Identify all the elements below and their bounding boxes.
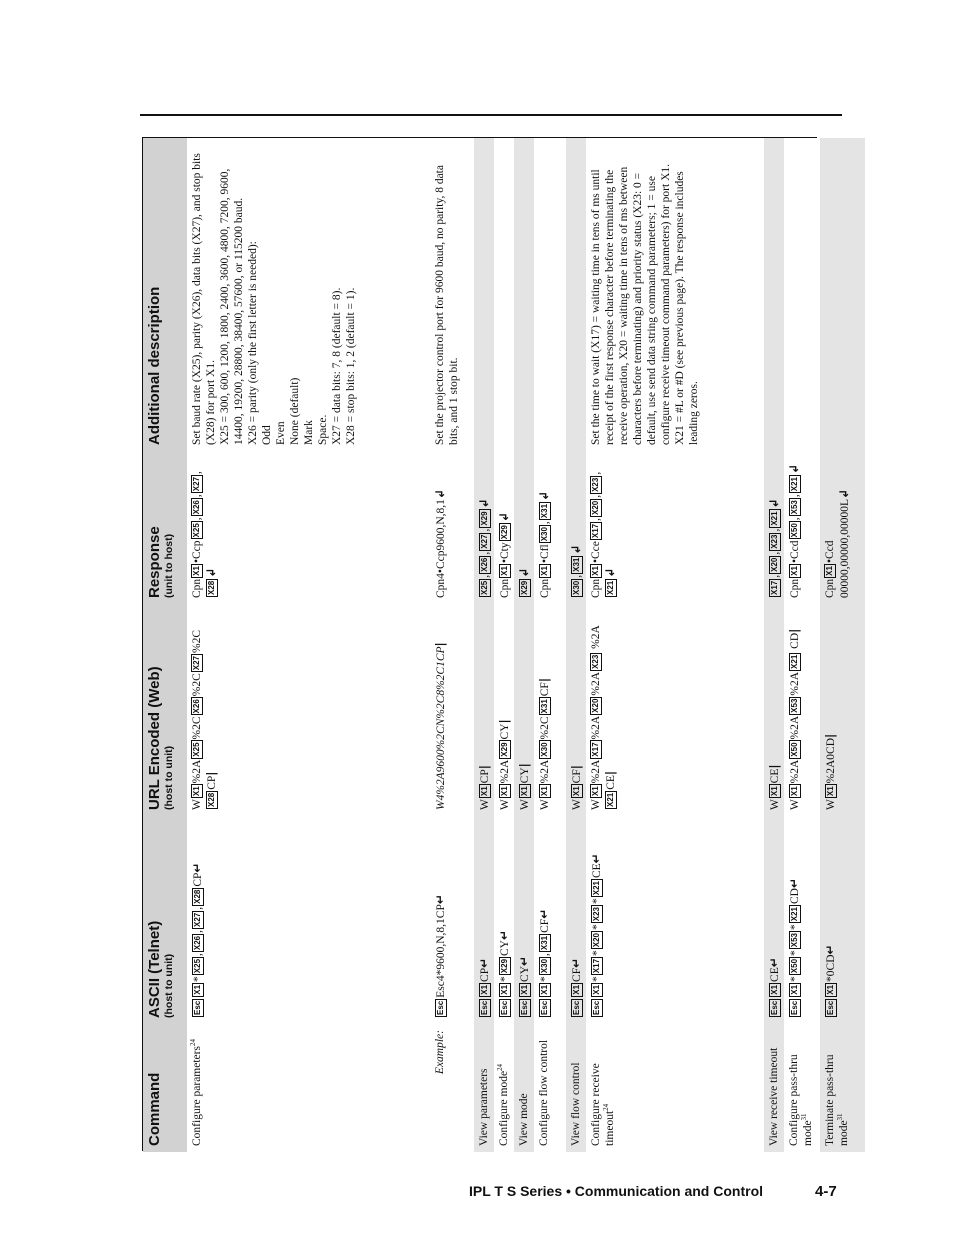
resp-configure-parameters: CpnX1•CcpX25,X26,X27,X28↲ [187,451,430,604]
url-view-flow: WX1CF| [566,604,586,816]
page-number: 4-7 [815,1183,837,1200]
url-configure-mode: WX1%2AX29CY| [494,604,514,816]
url-terminate-passthru: WX1%2A0CD| [820,604,865,816]
cmd-view-mode: View mode [514,1024,534,1152]
ascii-configure-flow: EscX1*X30,X31CF↵ [534,816,566,1024]
desc-view-flow [566,138,586,451]
url-configure-parameters: WX1%2AX25%2CX26%2CX27%2CX28CP| [187,604,430,816]
ascii-view-timeout: EscX1CE↵ [764,816,784,1024]
row-view-flow [566,138,586,1152]
desc-view-timeout [764,138,784,451]
row-configure-timeout [586,138,764,1152]
url-view-parameters: WX1CP| [474,604,494,816]
cmd-example: Example: [430,1024,474,1152]
header-response: Response (unit to host) [143,451,187,604]
row-configure-parameters [187,138,430,1152]
resp-view-mode: X29↲ [514,451,534,604]
desc-configure-passthru [784,138,820,451]
header-ascii: ASCII (Telnet) (host to unit) [143,816,187,1024]
desc-terminate-passthru [820,138,865,451]
row-view-parameters [474,138,494,1152]
ascii-example: EscEsc4*9600,N,8,1CP↵ [430,816,474,1024]
desc-configure-timeout: Set the time to wait (X17) = waiting time in tens of ms until receipt of the first response character before terminating the receive operation, X20 = waiting time in tens of ms between characters before terminating) and priority status (X23: 0 = default, use send data string command parameters; 1 = use configure receive timeout command parameters) for port X1. X21 = #L or #D (see previous page). The response includes leading zeros. [586,138,764,451]
row-configure-flow [534,138,566,1152]
resp-view-timeout: X17,X20,X23,X21↲ [764,451,784,604]
header-desc: Additional description [143,138,187,451]
cmd-configure-flow: Configure flow control [534,1024,566,1152]
resp-configure-mode: CpnX1•CtyX29↲ [494,451,514,604]
resp-view-parameters: X25,X26,X27,X29↲ [474,451,494,604]
desc-view-parameters [474,138,494,451]
url-configure-timeout: WX1%2AX17%2AX20%2AX23 %2AX21CE| [586,604,764,816]
ascii-terminate-passthru: EscX1*0CD↵ [820,816,865,1024]
ascii-configure-timeout: EscX1*X17*X20*X23*X21CE↵ [586,816,764,1024]
ascii-view-flow: EscX1CF↵ [566,816,586,1024]
cmd-configure-passthru: Configure pass-thru mode$^{31}$ [784,1024,820,1152]
url-configure-flow: WX1%2AX30%2CX31CF| [534,604,566,816]
command-table [143,138,865,1152]
ascii-configure-parameters: EscX1*X25,X26,X27,X28CP↵ [187,816,430,1024]
ascii-configure-mode: EscX1*X29CY↵ [494,816,514,1024]
row-view-mode [514,138,534,1152]
ascii-view-mode: EscX1CY↵ [514,816,534,1024]
desc-view-mode [514,138,534,451]
desc-configure-mode [494,138,514,451]
rotated-table [143,138,851,1152]
cmd-terminate-passthru: Terminate pass-thru mode$^{31}$ [820,1024,865,1152]
cmd-configure-timeout: Configure receive timeout$^{24}$ [586,1024,764,1152]
header-url: URL Encoded (Web) (host to unit) [143,604,187,816]
resp-configure-passthru: CpnX1•CcdX50,X53,X21↲ [784,451,820,604]
row-configure-mode [494,138,514,1152]
resp-configure-flow: CpnX1•CflX30,X31↲ [534,451,566,604]
url-view-mode: WX1CY| [514,604,534,816]
row-example [430,138,474,1152]
url-configure-passthru: WX1%2AX50%2AX53%2AX21 CD| [784,604,820,816]
resp-configure-timeout: CpnX1•CceX17,X20,X23, X21↲ [586,451,764,604]
cmd-view-timeout: View receive timeout [764,1024,784,1152]
row-terminate-passthru [820,138,865,1152]
url-view-timeout: WX1CE| [764,604,784,816]
command-table-frame [142,137,851,1151]
ascii-view-parameters: EscX1CP↵ [474,816,494,1024]
resp-example: Cpn4•Ccp9600,N,8,1↲ [430,451,474,604]
row-configure-passthru [784,138,820,1152]
row-view-timeout [764,138,784,1152]
footer-title: IPL T S Series • Communication and Control [469,1183,764,1199]
ascii-configure-passthru: EscX1*X50*X53*X21CD↵ [784,816,820,1024]
cmd-configure-parameters: Configure parameters$^{24}$ [187,1024,430,1152]
cmd-view-parameters: View parameters [474,1024,494,1152]
cmd-view-flow: View flow control [566,1024,586,1152]
resp-terminate-passthru: CpnX1•Ccd 00000,00000,00000L↲ [820,451,865,604]
cmd-configure-mode: Configure mode$^{24}$ [494,1024,514,1152]
desc-example: Set the projector control port for 9600 baud, no parity, 8 data bits, and 1 stop bit. [430,138,474,451]
desc-configure-parameters: Set baud rate (X25), parity (X26), data bits (X27), and stop bits (X28) for port X1. X25 = 300, 600, 1200, 1800, 2400, 3600, 4800, 7200, 9600, 14400, 19200, 28800, 38400, 57600, or 115200 baud. X26 = parity (only the first letter is needed): Odd Even None (default) Mark Space. X27 = data bits: 7, 8 (default = 8). X28 = stop bits: 1, 2 (default = 1). [187,138,430,451]
resp-view-flow: X30,X31↲ [566,451,586,604]
header-command: Command [143,1024,187,1152]
url-example: W4%2A9600%2CN%2C8%2C1CP| [430,604,474,816]
header-row [143,138,187,1152]
desc-configure-flow [534,138,566,451]
top-rule [140,114,842,116]
